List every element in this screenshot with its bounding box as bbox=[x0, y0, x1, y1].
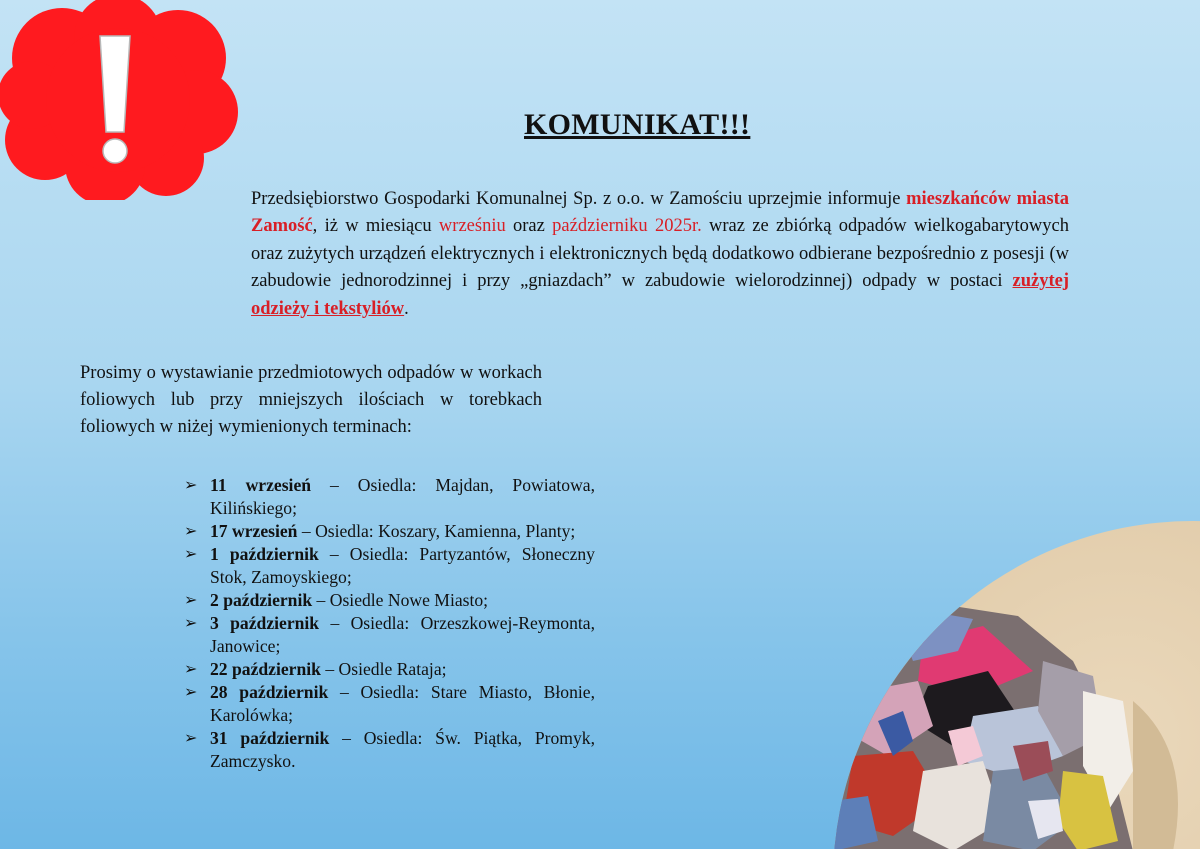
warning-exclamation-icon bbox=[0, 0, 240, 200]
schedule-places: – Osiedla: Św. Piątka, Promyk, Zamczysko. bbox=[210, 728, 595, 771]
intro-text-1: Przedsiębiorstwo Gospodarki Komunalnej Sp. z o.o. w Zamościu uprzejmie informuje bbox=[251, 189, 907, 209]
schedule-places: – Osiedla: Orzeszkowej-Reymonta, Janowice; bbox=[210, 613, 595, 656]
schedule-places: – Osiedla: Stare Miasto, Błonie, Karolówka; bbox=[210, 682, 595, 725]
arrow-bullet-icon: ➢ bbox=[184, 592, 198, 609]
schedule-date: 28 październik bbox=[210, 682, 329, 702]
intro-text-4: wraz ze zbiórką odpadów wielkogabarytowych oraz zużytych urządzeń elektrycznych i elektronicznych będą dodatkowo odbierane bezpośrednio z posesji (w zabudowie jednorodzinnej i przy „gniazdach” w zabudowie wielorodzinnej) odpady w postaci bbox=[251, 216, 1069, 292]
schedule-date: 31 październik bbox=[210, 728, 330, 748]
intro-paragraph bbox=[251, 186, 1069, 323]
arrow-bullet-icon: ➢ bbox=[184, 730, 198, 747]
schedule-date: 17 wrzesień bbox=[210, 521, 298, 541]
intro-textiles: zużytej odzieży i tekstyliów bbox=[251, 271, 1069, 319]
schedule-item bbox=[184, 543, 595, 589]
schedule-places: – Osiedle Rataja; bbox=[320, 659, 447, 679]
schedule-places: – Osiedla: Partyzantów, Słoneczny Stok, Zamoyskiego; bbox=[210, 544, 595, 587]
schedule-item bbox=[184, 681, 595, 727]
schedule-item bbox=[184, 474, 595, 520]
arrow-bullet-icon: ➢ bbox=[184, 661, 198, 678]
schedule-item bbox=[184, 612, 595, 658]
schedule-item bbox=[184, 589, 595, 612]
intro-residents: mieszkańców miasta Zamość bbox=[251, 189, 1069, 237]
schedule-places: – Osiedle Nowe Miasto; bbox=[312, 590, 489, 610]
schedule-date: 3 październik bbox=[210, 613, 320, 633]
intro-text-3: oraz bbox=[505, 216, 553, 237]
clothing-pile-photo bbox=[833, 521, 1200, 849]
schedule-date: 11 wrzesień bbox=[210, 475, 312, 495]
request-paragraph: Prosimy o wystawianie przedmiotowych odpadów w workach foliowych lub przy mniejszych ilościach w torebkach foliowych w niżej wymienionych terminach: bbox=[80, 363, 542, 437]
schedule-item bbox=[184, 727, 595, 773]
clothing-pile-illustration bbox=[833, 521, 1200, 849]
arrow-bullet-icon: ➢ bbox=[184, 684, 198, 701]
schedule-date: 1 październik bbox=[210, 544, 319, 564]
collection-schedule bbox=[184, 474, 595, 773]
arrow-bullet-icon: ➢ bbox=[184, 615, 198, 632]
intro-september: wrześniu bbox=[438, 216, 506, 237]
intro-text-2: , iż w miesiącu bbox=[312, 216, 439, 237]
schedule-item bbox=[184, 520, 595, 543]
arrow-bullet-icon: ➢ bbox=[184, 523, 198, 540]
arrow-bullet-icon: ➢ bbox=[184, 477, 198, 494]
page-title: KOMUNIKAT!!! bbox=[524, 108, 751, 141]
schedule-places: – Osiedla: Koszary, Kamienna, Planty; bbox=[297, 521, 576, 541]
arrow-bullet-icon: ➢ bbox=[184, 546, 198, 563]
schedule-item bbox=[184, 658, 595, 681]
schedule-date: 22 październik bbox=[210, 659, 321, 679]
intro-text-5: . bbox=[404, 298, 409, 319]
schedule-places: – Osiedla: Majdan, Powiatowa, Kilińskiego; bbox=[210, 475, 596, 518]
schedule-date: 2 październik bbox=[210, 590, 313, 610]
intro-october: październiku 2025r. bbox=[552, 216, 702, 237]
